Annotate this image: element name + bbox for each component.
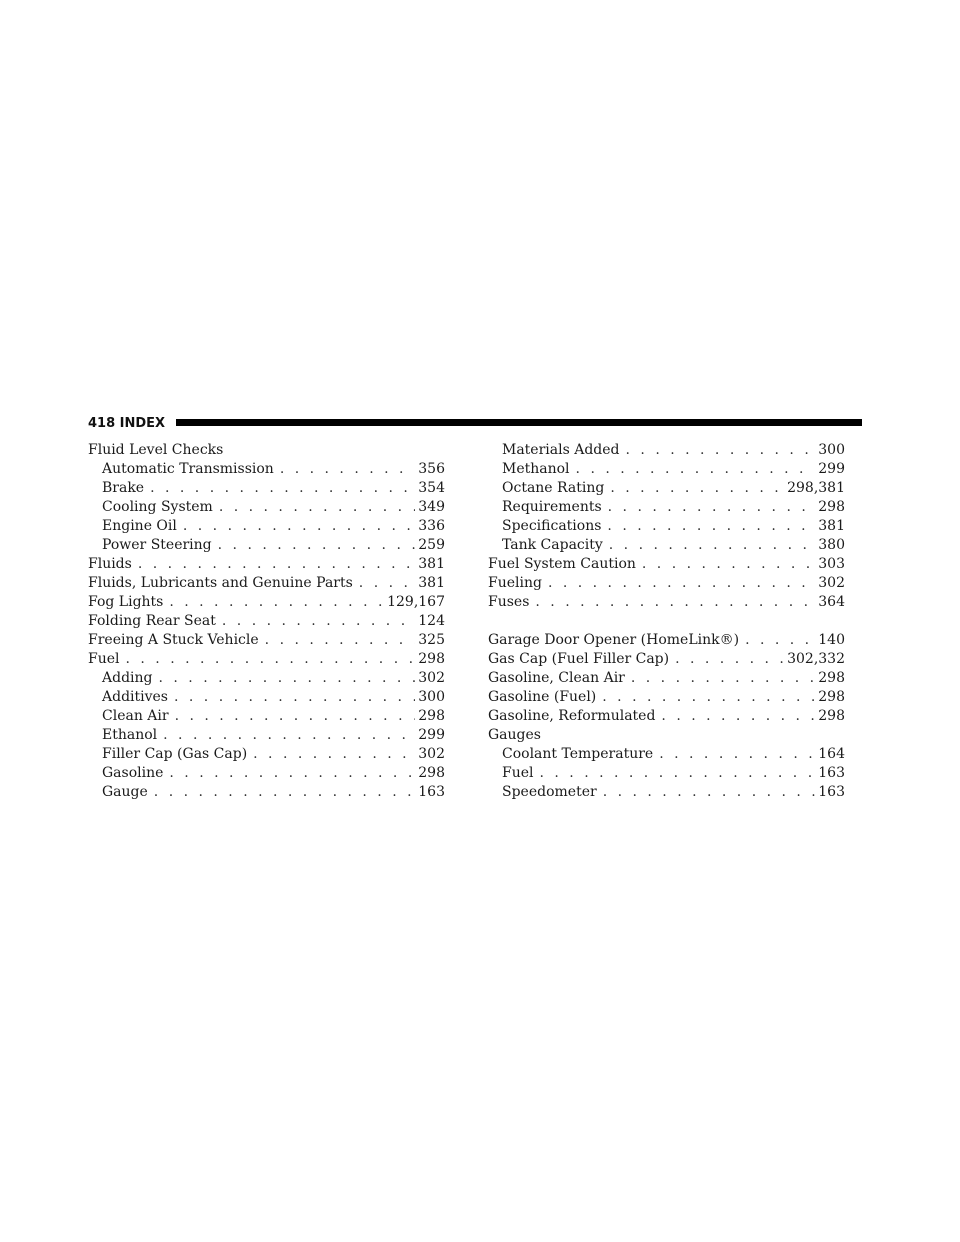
header-label: [88, 416, 165, 431]
index-entry: [488, 688, 845, 707]
index-term: Gasoline, Clean Air: [488, 670, 625, 686]
dot-leader: [745, 631, 815, 650]
dot-leader: [174, 688, 415, 707]
index-page-ref: 163: [818, 765, 845, 781]
index-page-ref: 298: [418, 765, 445, 781]
dot-leader: [610, 479, 784, 498]
dot-leader: [359, 574, 415, 593]
dot-leader: [642, 555, 815, 574]
index-subentry: [488, 536, 845, 555]
index-term: Coolant Temperature: [502, 746, 654, 762]
index-term: Gasoline: [102, 765, 164, 781]
index-term: Octane Rating: [502, 480, 605, 496]
index-page-ref: 298: [818, 689, 845, 705]
page-number: 418: [88, 416, 116, 431]
index-term: Fuses: [488, 594, 530, 610]
dot-leader: [602, 688, 815, 707]
index-page-ref: 349: [418, 499, 445, 515]
page-header: [88, 414, 864, 438]
section-gap: [488, 612, 845, 631]
index-entry: [88, 593, 445, 612]
index-term: Folding Rear Seat: [88, 613, 216, 629]
index-term: Gasoline, Reformulated: [488, 708, 656, 724]
index-page-ref: 140: [818, 632, 845, 648]
index-term: Power Steering: [102, 537, 212, 553]
dot-leader: [631, 669, 815, 688]
index-term: Garage Door Opener (HomeLink®): [488, 632, 740, 648]
index-term: Methanol: [502, 461, 570, 477]
dot-leader: [169, 764, 415, 783]
index-page-ref: 259: [418, 537, 445, 553]
dot-leader: [675, 650, 784, 669]
index-subentry: [488, 517, 845, 536]
index-page-ref: 124: [418, 613, 445, 629]
index-subentry: [88, 707, 445, 726]
index-term: Cooling System: [102, 499, 213, 515]
index-page-ref: 364: [818, 594, 845, 610]
index-subentry: [488, 441, 845, 460]
index-page-ref: 302: [818, 575, 845, 591]
index-page-ref: 298: [418, 708, 445, 724]
dot-leader: [253, 745, 415, 764]
index-term: Fog Lights: [88, 594, 164, 610]
index-entry: [488, 631, 845, 650]
dot-leader: [603, 783, 816, 802]
index-entry: [88, 441, 445, 460]
index-term: Freeing A Stuck Vehicle: [88, 632, 259, 648]
index-term: Clean Air: [102, 708, 169, 724]
index-term: Materials Added: [502, 442, 620, 458]
index-term: Gauge: [102, 784, 148, 800]
index-page-ref: 298,381: [787, 480, 845, 496]
index-term: Speedometer: [502, 784, 597, 800]
dot-leader: [661, 707, 815, 726]
dot-leader: [608, 498, 816, 517]
dot-leader: [576, 460, 816, 479]
dot-leader: [218, 536, 416, 555]
index-subentry: [88, 745, 445, 764]
index-entry: [88, 612, 445, 631]
index-subentry: [488, 460, 845, 479]
index-subentry: [88, 726, 445, 745]
dot-leader: [659, 745, 815, 764]
index-page-ref: 298: [418, 651, 445, 667]
index-page-ref: 298: [818, 708, 845, 724]
index-entry: [88, 650, 445, 669]
index-term: Fluids, Lubricants and Genuine Parts: [88, 575, 353, 591]
index-subentry: [88, 536, 445, 555]
dot-leader: [535, 593, 815, 612]
dot-leader: [280, 460, 415, 479]
index-page-ref: 354: [418, 480, 445, 496]
index-term: Filler Cap (Gas Cap): [102, 746, 248, 762]
dot-leader: [607, 517, 815, 536]
index-page-ref: 381: [818, 518, 845, 534]
index-entry: [488, 669, 845, 688]
index-subentry: [88, 517, 445, 536]
index-subentry: [488, 764, 845, 783]
index-subentry: [488, 498, 845, 517]
dot-leader: [126, 650, 416, 669]
index-term: Fluid Level Checks: [88, 442, 224, 458]
index-page-ref: 300: [818, 442, 845, 458]
index-term: Fueling: [488, 575, 542, 591]
index-page-ref: 303: [818, 556, 845, 572]
index-page-ref: 356: [418, 461, 445, 477]
dot-leader: [219, 498, 415, 517]
section-title: INDEX: [119, 416, 166, 431]
dot-leader: [540, 764, 816, 783]
index-term: Requirements: [502, 499, 602, 515]
dot-leader: [265, 631, 416, 650]
index-term: Gasoline (Fuel): [488, 689, 597, 705]
index-page-ref: 129,167: [387, 594, 445, 610]
index-term: Fluids: [88, 556, 132, 572]
index-term: Additives: [102, 689, 168, 705]
dot-leader: [138, 555, 415, 574]
dot-leader: [159, 669, 416, 688]
index-subentry: [88, 783, 445, 802]
index-entry: [88, 574, 445, 593]
index-term: Adding: [102, 670, 153, 686]
index-subentry: [88, 498, 445, 517]
index-subentry: [488, 783, 845, 802]
index-page-ref: 336: [418, 518, 445, 534]
index-subentry: [88, 479, 445, 498]
index-term: Fuel System Caution: [488, 556, 636, 572]
index-page-ref: 298: [818, 670, 845, 686]
index-subentry: [488, 745, 845, 764]
index-subentry: [88, 764, 445, 783]
index-page-ref: 163: [418, 784, 445, 800]
dot-leader: [609, 536, 815, 555]
index-term: Automatic Transmission: [102, 461, 274, 477]
index-page-ref: 302: [418, 746, 445, 762]
index-subentry: [88, 688, 445, 707]
dot-leader: [222, 612, 415, 631]
index-entry: [488, 593, 845, 612]
dot-leader: [548, 574, 815, 593]
index-page-ref: 300: [418, 689, 445, 705]
dot-leader: [169, 593, 384, 612]
index-term: Brake: [102, 480, 145, 496]
index-term: Specifications: [502, 518, 602, 534]
index-page-ref: 380: [818, 537, 845, 553]
index-page-ref: 302: [418, 670, 445, 686]
index-page-ref: 302,332: [787, 651, 845, 667]
index-subentry: [88, 669, 445, 688]
dot-leader: [150, 479, 415, 498]
index-entry: [488, 707, 845, 726]
index-page-ref: 164: [818, 746, 845, 762]
index-page-ref: 163: [818, 784, 845, 800]
index-column-right: [488, 441, 845, 802]
index-page-ref: 299: [418, 727, 445, 743]
index-entry: [488, 726, 845, 745]
index-entry: [88, 555, 445, 574]
index-subentry: [488, 479, 845, 498]
index-term: Tank Capacity: [502, 537, 603, 553]
index-term: Ethanol: [102, 727, 158, 743]
index-entry: [488, 555, 845, 574]
index-term: Gauges: [488, 727, 541, 743]
dot-leader: [163, 726, 415, 745]
index-term: Fuel: [88, 651, 120, 667]
index-term: Engine Oil: [102, 518, 177, 534]
index-entry: [88, 631, 445, 650]
dot-leader: [154, 783, 415, 802]
index-page-ref: 325: [418, 632, 445, 648]
dot-leader: [175, 707, 416, 726]
index-page-ref: 381: [418, 556, 445, 572]
index-page-ref: 299: [818, 461, 845, 477]
index-entry: [488, 574, 845, 593]
index-page-ref: 381: [418, 575, 445, 591]
index-term: Fuel: [502, 765, 534, 781]
index-term: Gas Cap (Fuel Filler Cap): [488, 651, 670, 667]
index-page-ref: 298: [818, 499, 845, 515]
index-column-left: [88, 441, 445, 802]
header-rule: [176, 419, 862, 426]
dot-leader: [626, 441, 816, 460]
index-entry: [488, 650, 845, 669]
dot-leader: [183, 517, 415, 536]
index-subentry: [88, 460, 445, 479]
